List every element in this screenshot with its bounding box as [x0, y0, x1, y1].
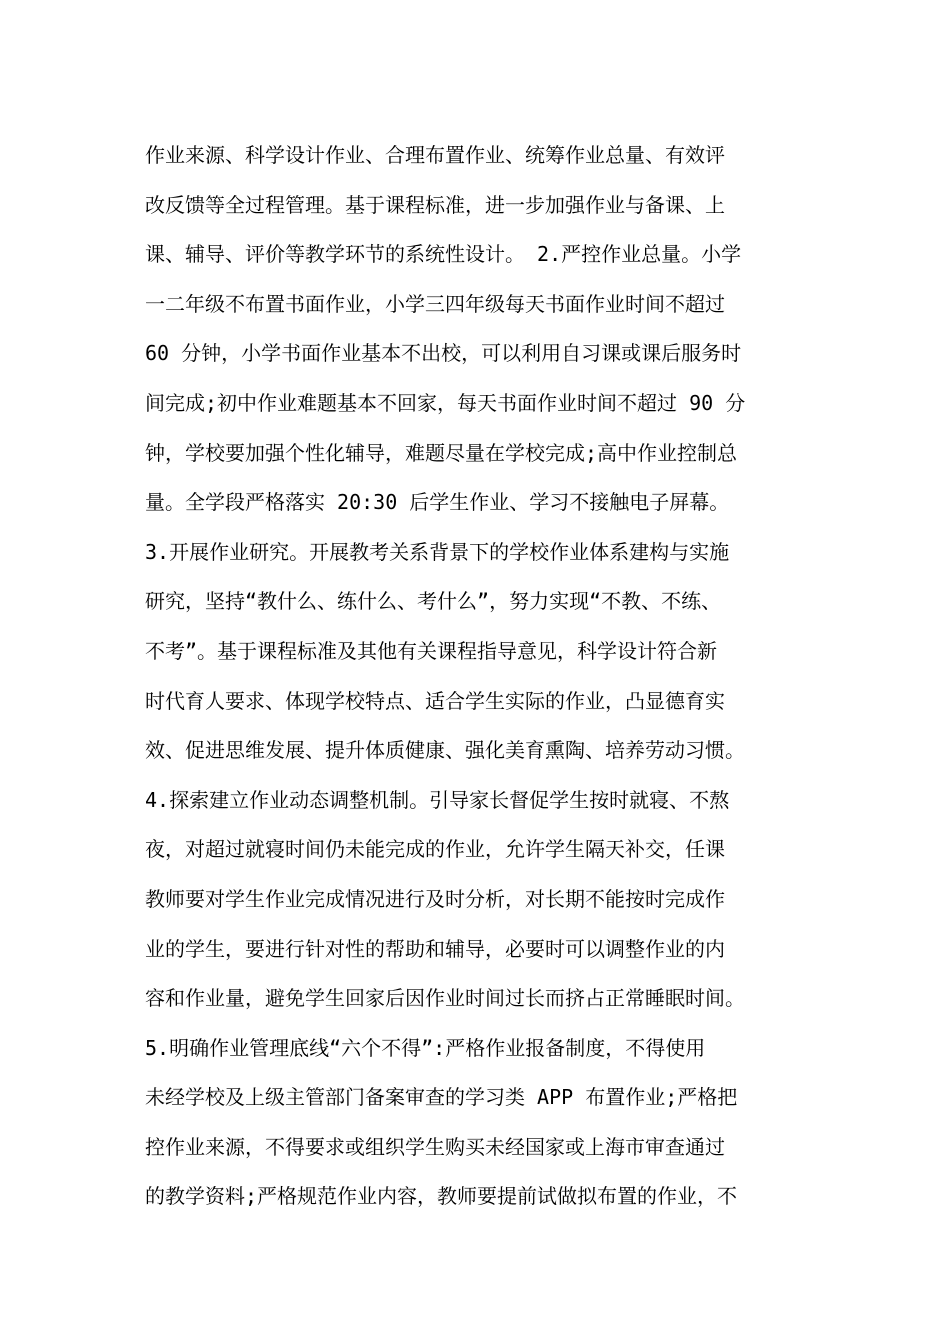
text-line: 研究，坚持“教什么、练什么、考什么”，努力实现“不教、不练、: [145, 589, 722, 614]
text-line: 效、促进思维发展、提升体质健康、强化美育熏陶、培养劳动习惯。: [145, 738, 745, 763]
text-line: 未经学校及上级主管部门备案审查的学习类 APP 布置作业;严格把: [145, 1085, 738, 1110]
text-line: 容和作业量，避免学生回家后因作业时间过长而挤占正常睡眠时间。: [145, 986, 745, 1011]
text-line: 60 分钟，小学书面作业基本不出校，可以利用自习课或课后服务时: [145, 341, 742, 366]
text-line: 教师要对学生作业完成情况进行及时分析，对长期不能按时完成作: [145, 886, 725, 911]
text-line: 作业来源、科学设计作业、合理布置作业、统筹作业总量、有效评: [145, 143, 725, 167]
text-line: 时代育人要求、体现学校特点、适合学生实际的作业，凸显德育实: [145, 688, 725, 713]
text-line: 夜，对超过就寝时间仍未能完成的作业，允许学生隔天补交，任课: [145, 837, 725, 862]
text-line: 5.明确作业管理底线“六个不得”:严格作业报备制度，不得使用: [145, 1035, 706, 1060]
text-line: 课、辅导、评价等教学环节的系统性设计。 2.严控作业总量。小学: [145, 242, 742, 267]
text-line: 业的学生，要进行针对性的帮助和辅导，必要时可以调整作业的内: [145, 936, 725, 961]
text-line: 钟，学校要加强个性化辅导，难题尽量在学校完成;高中作业控制总: [145, 440, 738, 465]
text-line: 间完成;初中作业难题基本不回家，每天书面作业时间不超过 90 分: [145, 390, 746, 415]
text-line: 3.开展作业研究。开展教考关系背景下的学校作业体系建构与实施: [145, 539, 730, 564]
text-line: 改反馈等全过程管理。基于课程标准，进一步加强作业与备课、上: [145, 192, 725, 217]
text-line: 4.探索建立作业动态调整机制。引导家长督促学生按时就寝、不熬: [145, 787, 730, 812]
text-line: 的教学资料;严格规范作业内容，教师要提前试做拟布置的作业，不: [145, 1184, 738, 1209]
body-text: [145, 131, 815, 1222]
text-line: 不考”。基于课程标准及其他有关课程指导意见，科学设计符合新: [145, 638, 718, 663]
text-line: 一二年级不布置书面作业，小学三四年级每天书面作业时间不超过: [145, 291, 725, 316]
text-line: 量。全学段严格落实 20:30 后学生作业、学习不接触电子屏幕。: [145, 490, 730, 515]
text-line: 控作业来源，不得要求或组织学生购买未经国家或上海市审查通过: [145, 1134, 725, 1159]
